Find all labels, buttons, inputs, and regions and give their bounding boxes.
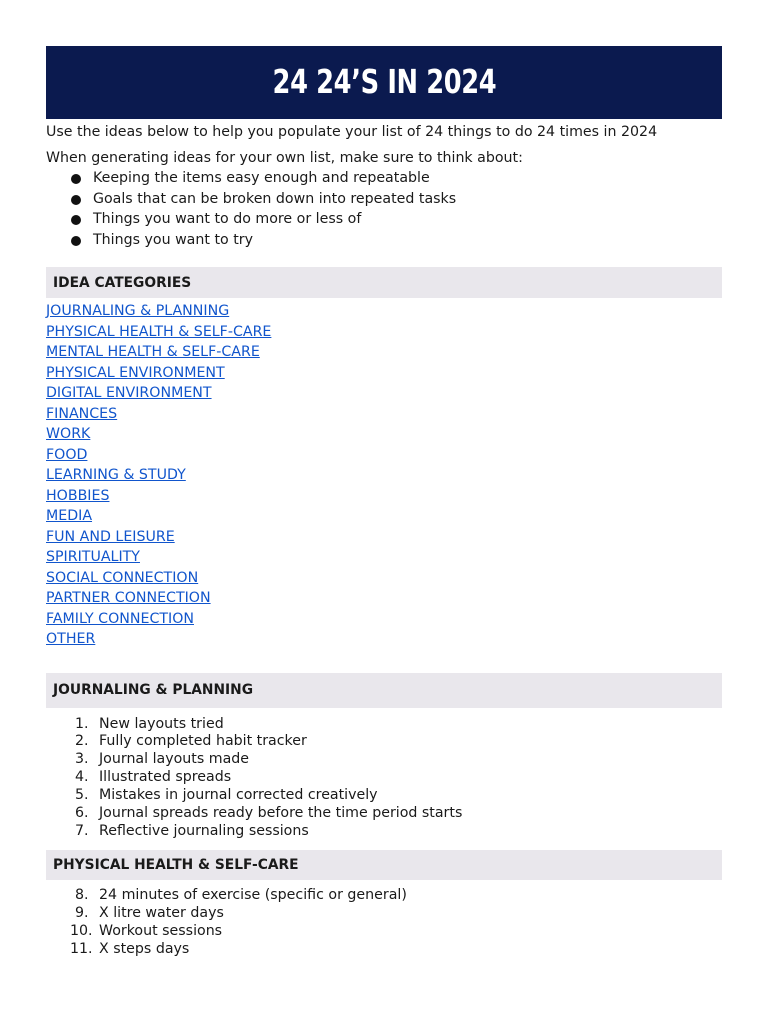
item-text: Illustrated spreads — [99, 769, 232, 786]
bullet-item — [46, 230, 722, 251]
bullet-text: Things you want to do more or less of — [93, 211, 362, 227]
link-other[interactable]: OTHER — [46, 631, 96, 647]
category-item — [46, 404, 722, 425]
bullet-icon — [71, 236, 81, 246]
list-item — [46, 887, 722, 905]
bullet-item — [46, 189, 722, 210]
category-item — [46, 424, 722, 445]
list-item — [46, 923, 722, 941]
physical-health-header — [46, 850, 722, 880]
list-item — [46, 787, 722, 805]
category-item — [46, 547, 722, 568]
link-fun-leisure[interactable]: FUN AND LEISURE — [46, 528, 175, 545]
link-media[interactable]: MEDIA — [46, 508, 93, 524]
intro-text: Use the ideas below to help you populate your list of 24 things to do 24 times in 2024 — [46, 124, 658, 140]
journaling-ideas-list — [46, 716, 722, 841]
list-item — [46, 769, 722, 787]
link-learning-study[interactable]: LEARNING & STUDY — [46, 467, 186, 483]
category-item — [46, 465, 722, 486]
category-item — [46, 629, 722, 650]
bullet-text: Goals that can be broken down into repeated tasks — [93, 190, 457, 207]
section-title: PHYSICAL HEALTH & SELF-CARE — [53, 856, 299, 873]
category-item — [46, 506, 722, 527]
link-physical-health[interactable]: PHYSICAL HEALTH & SELF-CARE — [46, 323, 272, 340]
link-digital-environment[interactable]: DIGITAL ENVIRONMENT — [46, 385, 212, 401]
item-number: 9. — [75, 904, 89, 921]
link-finances[interactable]: FINANCES — [46, 405, 118, 422]
category-item — [46, 342, 722, 363]
item-text: X litre water days — [99, 904, 224, 921]
item-text: Mistakes in journal corrected creatively — [99, 787, 378, 804]
page-title: 24 24’S IN 2024 — [272, 62, 496, 101]
link-journaling-planning[interactable]: JOURNALING & PLANNING — [46, 303, 230, 319]
category-item — [46, 568, 722, 589]
list-item — [46, 716, 722, 734]
item-text: Reflective journaling sessions — [99, 822, 309, 839]
section-title: IDEA CATEGORIES — [53, 274, 192, 291]
bullet-text: Keeping the items easy enough and repeatable — [93, 170, 430, 186]
category-item — [46, 301, 722, 322]
bullet-icon — [71, 215, 81, 225]
item-text: Fully completed habit tracker — [99, 733, 307, 750]
document-page — [46, 46, 722, 958]
category-links-list — [46, 301, 722, 650]
category-item — [46, 363, 722, 384]
title-banner — [46, 46, 722, 119]
item-number: 2. — [75, 733, 89, 750]
category-item — [46, 588, 722, 609]
category-item — [46, 609, 722, 630]
link-food[interactable]: FOOD — [46, 446, 88, 463]
item-text: Workout sessions — [99, 922, 223, 939]
section-title: JOURNALING & PLANNING — [53, 682, 254, 698]
category-item — [46, 322, 722, 343]
consider-text: When generating ideas for your own list, make sure to think about: — [46, 150, 523, 166]
link-mental-health[interactable]: MENTAL HEALTH & SELF-CARE — [46, 344, 260, 360]
category-item — [46, 445, 722, 466]
list-item — [46, 823, 722, 841]
item-number: 1. — [75, 715, 89, 732]
link-spirituality[interactable]: SPIRITUALITY — [46, 549, 140, 565]
item-number: 6. — [75, 805, 89, 822]
link-family-connection[interactable]: FAMILY CONNECTION — [46, 610, 194, 627]
item-number: 8. — [75, 886, 89, 903]
item-number: 7. — [75, 822, 89, 839]
bullet-item — [46, 209, 722, 230]
item-text: Journal spreads ready before the time period starts — [99, 805, 463, 822]
considerations-list — [46, 168, 722, 250]
link-social-connection[interactable]: SOCIAL CONNECTION — [46, 569, 199, 586]
link-work[interactable]: WORK — [46, 426, 91, 442]
item-number: 10. — [70, 922, 93, 939]
list-item — [46, 805, 722, 823]
item-text: 24 minutes of exercise (specific or general) — [99, 886, 407, 903]
journaling-planning-header — [46, 673, 722, 708]
idea-categories-header — [46, 267, 722, 298]
item-number: 3. — [75, 751, 89, 768]
physical-ideas-list — [46, 887, 722, 959]
item-number: 11. — [70, 940, 93, 957]
item-text: X steps days — [99, 940, 190, 957]
item-number: 5. — [75, 787, 89, 804]
item-text: Journal layouts made — [99, 751, 249, 768]
category-item — [46, 486, 722, 507]
bullet-text: Things you want to try — [93, 231, 253, 248]
link-partner-connection[interactable]: PARTNER CONNECTION — [46, 590, 211, 606]
link-physical-environment[interactable]: PHYSICAL ENVIRONMENT — [46, 364, 225, 381]
list-item — [46, 905, 722, 923]
category-item — [46, 383, 722, 404]
bullet-icon — [71, 174, 81, 184]
link-hobbies[interactable]: HOBBIES — [46, 487, 110, 504]
bullet-item — [46, 168, 722, 189]
list-item — [46, 733, 722, 751]
list-item — [46, 751, 722, 769]
item-text: New layouts tried — [99, 715, 224, 732]
item-number: 4. — [75, 769, 89, 786]
bullet-icon — [71, 195, 81, 205]
category-item — [46, 527, 722, 548]
list-item — [46, 941, 722, 959]
